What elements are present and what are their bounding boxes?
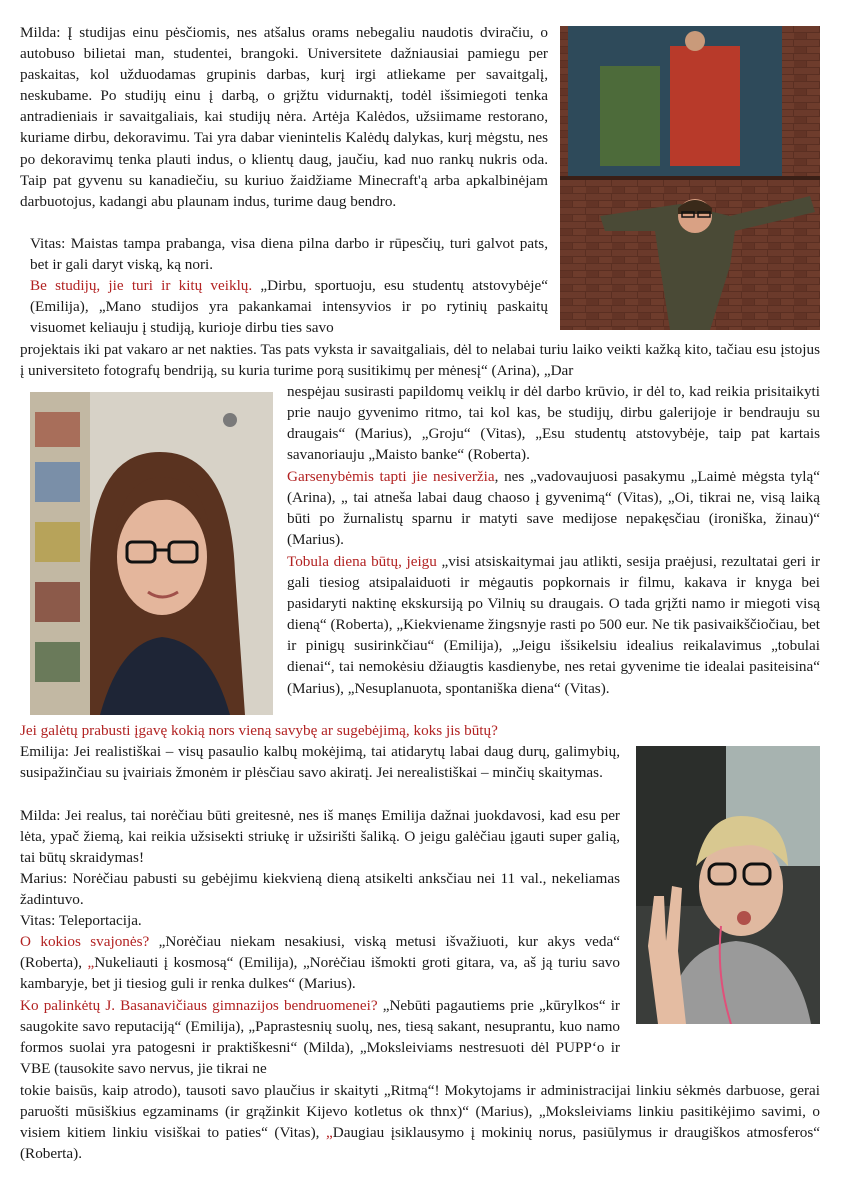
- dreams-heading: O kokios svajonės?: [20, 933, 150, 950]
- dreams-text-a: „Norėčiau niekam nesakiusi, viską metusi išvažiuoti, kur akys veda“ (Roberta),: [20, 933, 620, 972]
- question-power-heading: Jei galėtų prabusti įgavę kokią nors vieną savybę ar sugebėjimą, koks jis būtų?: [20, 722, 498, 739]
- photo-man-brick-wall: [560, 26, 820, 330]
- dreams-text-b: Nukeliauti į kosmosą“ (Emilija), „Norėčiau išmokti groti gitara, va, aš ją turiu savo kambaryje, bet ji tiesiog guli ir renka dulkes“ (Marius).: [20, 954, 620, 993]
- perfect-day-heading: Tobula diena būtų, jeigu: [287, 553, 437, 570]
- photo-selfie-peace-sign: [636, 746, 820, 1024]
- milda-paragraph: Milda: Į studijas einu pėsčiomis, nes atšalus orams nebegaliu naudotis dviračiu, o autobuso bilietai man, studentei, brangoki. Universitete dažniausiai pamiegu per paskaitas, kol užduodamas grupinis darbas, kurį irgi atliekame per savaitgalį, neskubame. Po studijų einu į darbą, o grįžtu vidurnaktį, todėl išsimiegoti tenka antradieniais ir savaitgaliais, kai studijų nėra. Artėja Kalėdos, užsiimame restorano, kuriame dirbu, dekoravimu. Tai yra dabar vienintelis Kalėdų dalykas, kurį mėgstu, nes po dekoravimų tenka plauti indus, o klientų daug, jaučiu, kad nuo rankų nukris oda. Taip pat gyvenu su kanadiečiu, su kuriuo žaidžiame Minecraft'ą arba apkalbinėjam darbuotojus, kadangi abu plaunam indus, turime daug bendro.: [20, 24, 548, 210]
- wishes-heading: Ko palinkėtų J. Basanavičiaus gimnazijos bendruomenei?: [20, 997, 378, 1014]
- activities-paragraph-full: projektais iki pat vakaro ar net nakties. Tas pats vyksta ir savaitgaliais, dėl to nelabai turiu laiko veikti kažką kito, tačiau esu įstojus į universiteto fotografų bendriją, su kuria turime porą susitikimų per mėnesį“ (Arina), „Dar: [20, 341, 820, 380]
- dreams-quote-open: „: [87, 954, 95, 972]
- wishes-text-a: „Nebūti pagautiems prie „kūrylkos“ ir saugokite savo reputaciją“ (Emilija), „Paprastesnių suolų, nes, tiesą sakant, nesuprantu, kuo namo formos suolai yra patogesni ir praktiškesni“ (Milda), „Moksleiviams nestresuoti dėl PUPP‘o ir VBE (tausokite savo nervus, jie tikrai ne: [20, 997, 620, 1078]
- wishes-paragraph-start: [20, 995, 620, 1079]
- wishes-text-c: Daugiau įsiklausymo į mokinių norus, pasiūlymus ir draugiškos atmosferos“ (Roberta).: [20, 1124, 820, 1163]
- emilija-power-paragraph: Emilija: Jei realistiškai – visų pasaulio kalbų mokėjimą, tai atidarytų labai daug durų, galimybių, susipažinčiau su įvairiais žmonėm ir plėsčiau savo akiratį. Jei nerealistiškai – minčių skaitymas.: [20, 743, 620, 782]
- photo-woman-long-hair: [30, 392, 273, 715]
- marius-power-paragraph: Marius: Norėčiau pabusti su gebėjimu kiekvieną dieną atsikelti anksčiau nei 11 val., nekeliamas žadintuvo.: [20, 870, 620, 909]
- vitas-power-paragraph: Vitas: Teleportacija.: [20, 912, 142, 929]
- fame-paragraph: [287, 466, 820, 550]
- milda-power-paragraph: Milda: Jei realus, tai norėčiau būti greitesnė, nes iš manęs Emilija dažnai juokdavosi, kad esu per lėta, ypač žiemą, kai reikia užsisekti striukę ir užsirišti šaliką. O jeigu galėčiau įgauti super galią, tai būtų skraidymas!: [20, 807, 620, 867]
- perfect-day-text: „visi atsiskaitymai jau atlikti, sesija praėjusi, rezultatai geri ir gali tiesiog atsipalaiduoti ir mėgautis popkornais ir filmu, kakava ir knyga bei pasidaryti naktinę ekskursiją po Vilnių su draugais. O tada grįžti namo ir miegoti visą dieną“ (Roberta), „Kiekviename žingsnyje rasti po 500 eur. Ne tik pasivaikščiočiau, bet ir pinigų susirinkčiau“ (Emilija), „Jeigu išsikelsiu idealius reikalavimus „tobulai dienai“, tai nemokėsiu džiaugtis kasdienybe, nes retai gyvenime tie idealai pasiteisina“ (Marius), „Nesuplanuota, spontaniška diena“ (Vitas).: [287, 553, 820, 697]
- fame-heading: Garsenybėmis tapti jie nesiveržia: [287, 468, 495, 485]
- dreams-paragraph: [20, 931, 620, 994]
- activities-heading: Be studijų, jie turi ir kitų veiklų.: [30, 277, 253, 294]
- wishes-paragraph-full: [20, 1080, 820, 1164]
- perfect-day-paragraph: [287, 551, 820, 699]
- activities-text-a: „Dirbu, sportuoju, esu studentų atstovybėje“ (Emilija), „Mano studijos yra pakankamai intensyvios ir po rytinių paskaitų visuomet keliauju į studiją, kurioje dirbu ties savo: [30, 277, 549, 337]
- wishes-text-b: tokie baisūs, kaip atrodo), tausoti savo plaučius ir skaityti „Ritmą“! Mokytojams ir administracijai linkiu sėkmės darbuose, gerai paruošti mūsiškius egzaminams (ir grąžinkit Kijevo kotletus ok thnx)“ (Marius), „Moksleiviams linkiu pasitikėjimo savimi, o visiem kitiem linkiu visiškai to paties“ (Vitas),: [20, 1082, 820, 1142]
- activities-paragraph-end: nespėjau susirasti papildomų veiklų ir dėl darbo krūvio, ir dėl to, kad reikia prisitaikyti prie naujo gyvenimo ritmo, tai kol kas, be studijų, dirbu galerijoje ir bendrauju su draugais“ (Marius), „Groju“ (Vitas), „Esu studentų atstovybėje, taip pat kartais savanoriauju „Maisto banke“ (Roberta).: [287, 383, 820, 464]
- activities-paragraph-start: [30, 275, 548, 338]
- vitas-paragraph: Vitas: Maistas tampa prabanga, visa diena pilna darbo ir rūpesčių, turi galvot pats, bet ir gali daryt viską, ką nori.: [30, 235, 548, 274]
- fame-text: , nes „vadovaujuosi pasakymu „Laimė mėgsta tylą“ (Arina), „ tai atneša labai daug chaoso į gyvenimą“ (Vitas), „Oi, tikrai ne, visą laiką būti po žurnalistų sparnu ir matyti save medijose nepakęsčiau (ironiška, žinau)“ (Marius).: [287, 468, 820, 549]
- wishes-quote-open: „: [326, 1124, 333, 1142]
